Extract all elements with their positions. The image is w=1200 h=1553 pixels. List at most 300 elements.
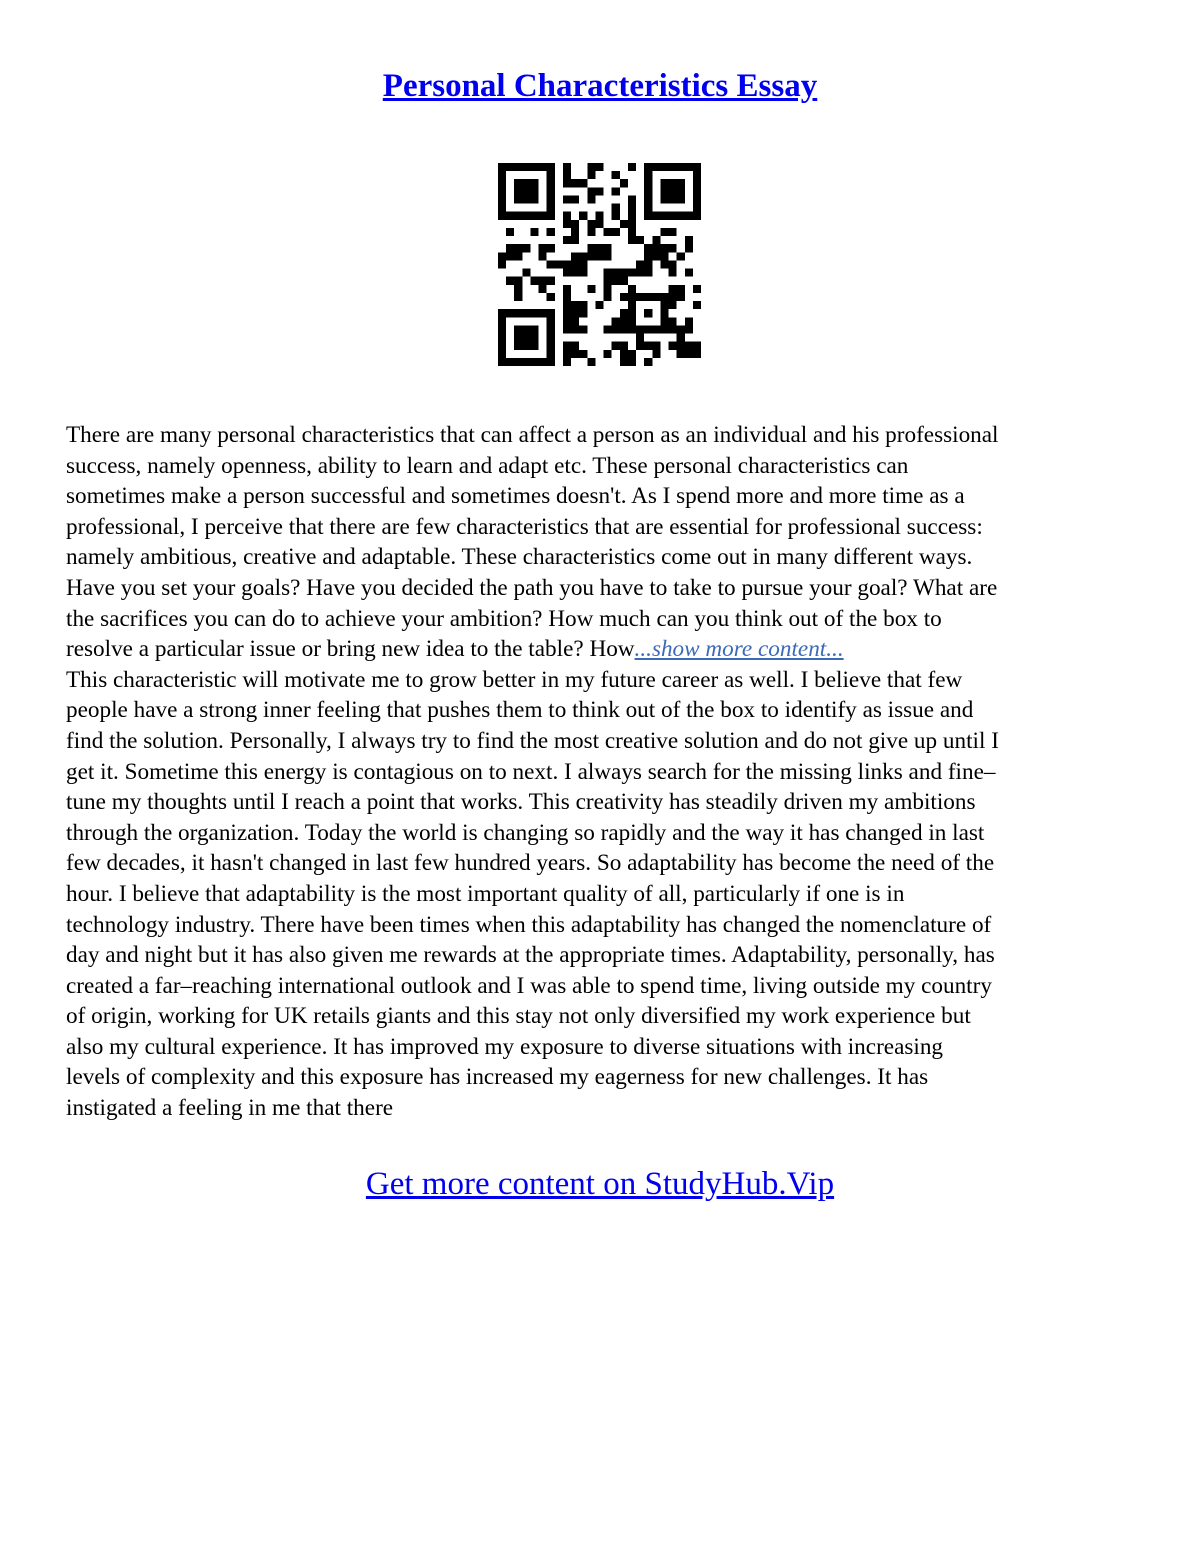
qr-module (677, 195, 685, 203)
qr-module (498, 260, 506, 268)
qr-module (636, 293, 644, 301)
qr-module (685, 317, 693, 325)
qr-module (522, 179, 530, 187)
qr-module (547, 325, 555, 333)
qr-module (522, 187, 530, 195)
qr-module (563, 293, 571, 301)
studyhub-link[interactable]: Get more content on StudyHub.Vip (365, 1166, 835, 1202)
qr-module (530, 163, 538, 171)
qr-module (571, 269, 579, 277)
qr-module (522, 269, 530, 277)
qr-module (530, 342, 538, 350)
qr-module (530, 179, 538, 187)
qr-module (620, 309, 628, 317)
qr-module (555, 260, 563, 268)
text-line: namely ambitious, creative and adaptable. These characteristics come out in many different ways. (66, 544, 973, 571)
footer (0, 1162, 1200, 1206)
qr-module (547, 187, 555, 195)
qr-module (669, 317, 677, 325)
qr-module (587, 187, 595, 195)
qr-module (498, 317, 506, 325)
qr-module (620, 325, 628, 333)
qr-module (547, 204, 555, 212)
qr-module (563, 317, 571, 325)
qr-module (604, 325, 612, 333)
qr-module (677, 285, 685, 293)
text-line: This characteristic will motivate me to grow better in my future career as well. I believe that few (66, 666, 963, 693)
qr-module (587, 228, 595, 236)
qr-module (547, 228, 555, 236)
qr-module (628, 325, 636, 333)
qr-module (620, 317, 628, 325)
text-line: hour. I believe that adaptability is the most important quality of all, particularly if one is in (66, 880, 905, 907)
qr-module (628, 358, 636, 366)
qr-module (652, 342, 660, 350)
qr-module (579, 269, 587, 277)
qr-module (571, 309, 579, 317)
qr-module (530, 277, 538, 285)
qr-module (669, 195, 677, 203)
qr-module (571, 342, 579, 350)
qr-module (579, 301, 587, 309)
qr-module (636, 260, 644, 268)
qr-module (571, 325, 579, 333)
qr-module (620, 220, 628, 228)
qr-module (587, 171, 595, 179)
qr-module (530, 228, 538, 236)
qr-module (498, 163, 506, 171)
qr-module (539, 358, 547, 366)
qr-module (685, 350, 693, 358)
text-line: through the organization. Today the world is changing so rapidly and the way it has changed in last (66, 819, 985, 846)
qr-module (660, 325, 668, 333)
qr-module (571, 179, 579, 187)
qr-module (563, 220, 571, 228)
qr-module (563, 342, 571, 350)
qr-module (571, 195, 579, 203)
qr-module (685, 342, 693, 350)
qr-module (669, 163, 677, 171)
qr-module (579, 252, 587, 260)
qr-module (669, 244, 677, 252)
qr-module (530, 334, 538, 342)
qr-module (498, 334, 506, 342)
qr-module (669, 212, 677, 220)
qr-module (628, 204, 636, 212)
title-link[interactable]: Personal Characteristics Essay (382, 68, 818, 104)
text-line: resolve a particular issue or bring new idea to the table? How (66, 636, 635, 663)
text-line: tune my thoughts until I reach a point that works. This creativity has steadily driven my ambitions (66, 789, 976, 816)
qr-module (571, 350, 579, 358)
qr-module (652, 325, 660, 333)
qr-module (514, 309, 522, 317)
qr-module (644, 358, 652, 366)
qr-module (620, 358, 628, 366)
qr-module (604, 269, 612, 277)
qr-module (506, 309, 514, 317)
qr-module (636, 325, 644, 333)
qr-module (628, 220, 636, 228)
qr-module (677, 179, 685, 187)
qr-module (693, 187, 701, 195)
qr-module (604, 244, 612, 252)
qr-module (498, 342, 506, 350)
qr-module (506, 252, 514, 260)
qr-module (644, 204, 652, 212)
qr-module (595, 220, 603, 228)
qr-module (506, 212, 514, 220)
qr-module (498, 204, 506, 212)
text-line: success, namely openness, ability to learn and adapt etc. These personal characteristics can (66, 452, 909, 479)
qr-module (660, 195, 668, 203)
qr-module (693, 285, 701, 293)
qr-module (547, 212, 555, 220)
qr-module (563, 195, 571, 203)
qr-module (644, 342, 652, 350)
qr-module (612, 171, 620, 179)
qr-module (669, 325, 677, 333)
qr-module (579, 212, 587, 220)
qr-module (685, 236, 693, 244)
qr-module (604, 252, 612, 260)
qr-module (563, 269, 571, 277)
qr-module (571, 260, 579, 268)
qr-module (522, 244, 530, 252)
qr-module (547, 171, 555, 179)
text-line: of origin, working for UK retails giants and this stay not only diversified my work experience but (66, 1003, 971, 1030)
qr-module (628, 163, 636, 171)
qr-module (547, 179, 555, 187)
qr-module (636, 236, 644, 244)
qr-module (644, 269, 652, 277)
qr-module (522, 163, 530, 171)
qr-module (514, 179, 522, 187)
qr-module (587, 244, 595, 252)
qr-module (669, 179, 677, 187)
qr-module (514, 293, 522, 301)
qr-module (628, 236, 636, 244)
qr-module (587, 285, 595, 293)
qr-module (644, 244, 652, 252)
qr-module (677, 163, 685, 171)
qr-module (595, 301, 603, 309)
qr-module (612, 212, 620, 220)
qr-module (530, 187, 538, 195)
qr-module (604, 277, 612, 285)
qr-module (693, 204, 701, 212)
qr-module (628, 195, 636, 203)
qr-module (571, 301, 579, 309)
qr-module (506, 228, 514, 236)
qr-module (612, 187, 620, 195)
qr-module (587, 220, 595, 228)
text-line: also my cultural experience. It has improved my exposure to diverse situations with increasing (66, 1033, 944, 1060)
qr-module (539, 244, 547, 252)
qr-module (530, 358, 538, 366)
qr-module (539, 309, 547, 317)
qr-module (669, 285, 677, 293)
qr-module (660, 244, 668, 252)
qr-module (677, 293, 685, 301)
qr-module (660, 163, 668, 171)
qr-module (604, 285, 612, 293)
qr-module (522, 195, 530, 203)
qr-module (612, 269, 620, 277)
qr-module (693, 350, 701, 358)
qr-module (563, 171, 571, 179)
qr-module (563, 309, 571, 317)
qr-module (571, 220, 579, 228)
qr-module (660, 212, 668, 220)
qr-module (539, 277, 547, 285)
qr-module (644, 252, 652, 260)
qr-module (628, 309, 636, 317)
qr-module (660, 301, 668, 309)
qr-module (644, 309, 652, 317)
qr-module (677, 325, 685, 333)
text-line: get it. Sometime this energy is contagious on to next. I always search for the missing links and fine– (66, 758, 996, 785)
qr-module (571, 228, 579, 236)
qr-module (563, 325, 571, 333)
qr-module (571, 317, 579, 325)
qr-module (644, 325, 652, 333)
qr-module (693, 342, 701, 350)
qr-module (547, 195, 555, 203)
qr-module (514, 163, 522, 171)
qr-module (530, 195, 538, 203)
text-line: sometimes make a person successful and sometimes doesn't. As I spend more and more time as a (66, 483, 965, 510)
qr-module (628, 317, 636, 325)
text-line: professional, I perceive that there are few characteristics that are essential for professional success: (66, 513, 983, 540)
qr-module (547, 163, 555, 171)
qr-module (652, 293, 660, 301)
qr-module (506, 277, 514, 285)
text-line: people have a strong inner feeling that pushes them to think out of the box to identify as issue and (66, 697, 974, 724)
qr-module (514, 277, 522, 285)
qr-module (563, 236, 571, 244)
qr-module (636, 334, 644, 342)
text-line: day and night but it has also given me rewards at the appropriate times. Adaptability, personally, has (66, 942, 995, 969)
qr-module (644, 212, 652, 220)
qr-module (660, 228, 668, 236)
qr-module (660, 252, 668, 260)
qr-module (498, 350, 506, 358)
qr-module (522, 309, 530, 317)
qr-module (522, 325, 530, 333)
qr-module (563, 212, 571, 220)
qr-module (604, 293, 612, 301)
qr-module (498, 187, 506, 195)
qr-module (612, 325, 620, 333)
qr-module (563, 285, 571, 293)
qr-module (669, 342, 677, 350)
qr-module (628, 301, 636, 309)
essay-body (66, 420, 1146, 1124)
qr-module (612, 204, 620, 212)
qr-module (514, 195, 522, 203)
qr-module (677, 212, 685, 220)
qr-module (522, 334, 530, 342)
qr-module (498, 309, 506, 317)
qr-module (693, 179, 701, 187)
qr-module (660, 293, 668, 301)
qr-module (498, 358, 506, 366)
qr-module (644, 293, 652, 301)
qr-module (693, 195, 701, 203)
qr-module (547, 277, 555, 285)
qr-module (660, 317, 668, 325)
qr-module (595, 163, 603, 171)
qr-module (685, 325, 693, 333)
qr-module (660, 309, 668, 317)
qr-module (644, 179, 652, 187)
qr-module (522, 358, 530, 366)
qr-module (547, 260, 555, 268)
qr-module (660, 179, 668, 187)
qr-module (644, 187, 652, 195)
qr-module (506, 358, 514, 366)
qr-module (571, 236, 579, 244)
qr-module (595, 244, 603, 252)
qr-module (612, 342, 620, 350)
qr-module (644, 195, 652, 203)
qr-module (539, 212, 547, 220)
qr-module (522, 342, 530, 350)
qr-module (514, 342, 522, 350)
qr-module (498, 325, 506, 333)
qr-module (530, 325, 538, 333)
qr-code-icon (498, 163, 701, 366)
text-line: find the solution. Personally, I always try to find the most creative solution and do not give up until I (66, 727, 999, 754)
qr-module (547, 244, 555, 252)
text-line: instigated a feeling in me that there (66, 1095, 394, 1122)
qr-module (693, 301, 701, 309)
qr-module (539, 252, 547, 260)
qr-module (514, 187, 522, 195)
text-line: few decades, it hasn't changed in last few hundred years. So adaptability has become the need of the (66, 850, 995, 877)
qr-module (579, 325, 587, 333)
qr-module (644, 260, 652, 268)
qr-module (579, 179, 587, 187)
qr-module (677, 342, 685, 350)
qr-module (604, 350, 612, 358)
qr-module (579, 309, 587, 317)
qr-module (498, 252, 506, 260)
qr-module (669, 228, 677, 236)
qr-module (685, 163, 693, 171)
qr-module (547, 358, 555, 366)
qr-module (652, 244, 660, 252)
page-title (0, 64, 1200, 108)
text-line: technology industry. There have been times when this adaptability has changed the nomenclature of (66, 911, 992, 938)
qr-module (514, 244, 522, 252)
qr-module (563, 358, 571, 366)
qr-module (587, 358, 595, 366)
qr-module (498, 212, 506, 220)
qr-module (547, 309, 555, 317)
qr-module (547, 350, 555, 358)
qr-module (530, 309, 538, 317)
qr-module (652, 163, 660, 171)
show-more-link[interactable]: ...show more content... (634, 636, 844, 663)
qr-module (620, 179, 628, 187)
text-line-with-link (66, 634, 1146, 665)
qr-module (563, 301, 571, 309)
qr-module (506, 163, 514, 171)
qr-module (628, 228, 636, 236)
qr-module (498, 195, 506, 203)
qr-module (628, 269, 636, 277)
qr-module (514, 252, 522, 260)
qr-module (669, 187, 677, 195)
qr-module (595, 212, 603, 220)
qr-module (563, 260, 571, 268)
qr-module (498, 179, 506, 187)
qr-module (644, 163, 652, 171)
paragraph-2 (66, 665, 1146, 1124)
qr-module (547, 342, 555, 350)
qr-module (685, 269, 693, 277)
qr-module (677, 350, 685, 358)
qr-module (514, 325, 522, 333)
qr-module (563, 179, 571, 187)
qr-module (669, 301, 677, 309)
qr-module (693, 171, 701, 179)
paragraph-1 (66, 420, 1146, 665)
qr-module (685, 244, 693, 252)
qr-module (604, 228, 612, 236)
qr-module (693, 163, 701, 171)
qr-module (620, 342, 628, 350)
qr-module (506, 244, 514, 252)
qr-module (498, 171, 506, 179)
qr-module (587, 195, 595, 203)
qr-module (587, 163, 595, 171)
qr-module (547, 317, 555, 325)
qr-module (620, 269, 628, 277)
qr-module (514, 334, 522, 342)
qr-module (547, 334, 555, 342)
qr-module (595, 187, 603, 195)
qr-module (514, 285, 522, 293)
qr-module (579, 260, 587, 268)
text-line: There are many personal characteristics that can affect a person as an individual and his professional (66, 422, 999, 448)
qr-module (628, 285, 636, 293)
qr-module (677, 334, 685, 342)
qr-module (669, 293, 677, 301)
qr-module (514, 212, 522, 220)
qr-module (612, 277, 620, 285)
qr-module (652, 252, 660, 260)
qr-module (685, 212, 693, 220)
qr-module (652, 350, 660, 358)
qr-module (693, 212, 701, 220)
qr-module (514, 358, 522, 366)
qr-module (677, 252, 685, 260)
qr-module (522, 212, 530, 220)
qr-module (636, 342, 644, 350)
qr-module (644, 171, 652, 179)
qr-module (628, 293, 636, 301)
qr-module (652, 236, 660, 244)
text-line: levels of complexity and this exposure has increased my eagerness for new challenges. It has (66, 1064, 929, 1091)
text-line: Have you set your goals? Have you decided the path you have to take to pursue your goal? What are (66, 574, 998, 601)
qr-module (669, 260, 677, 268)
qr-module (571, 252, 579, 260)
text-line: the sacrifices you can do to achieve your ambition? How much can you think out of the box to (66, 605, 942, 632)
qr-module (620, 293, 628, 301)
qr-module (628, 350, 636, 358)
